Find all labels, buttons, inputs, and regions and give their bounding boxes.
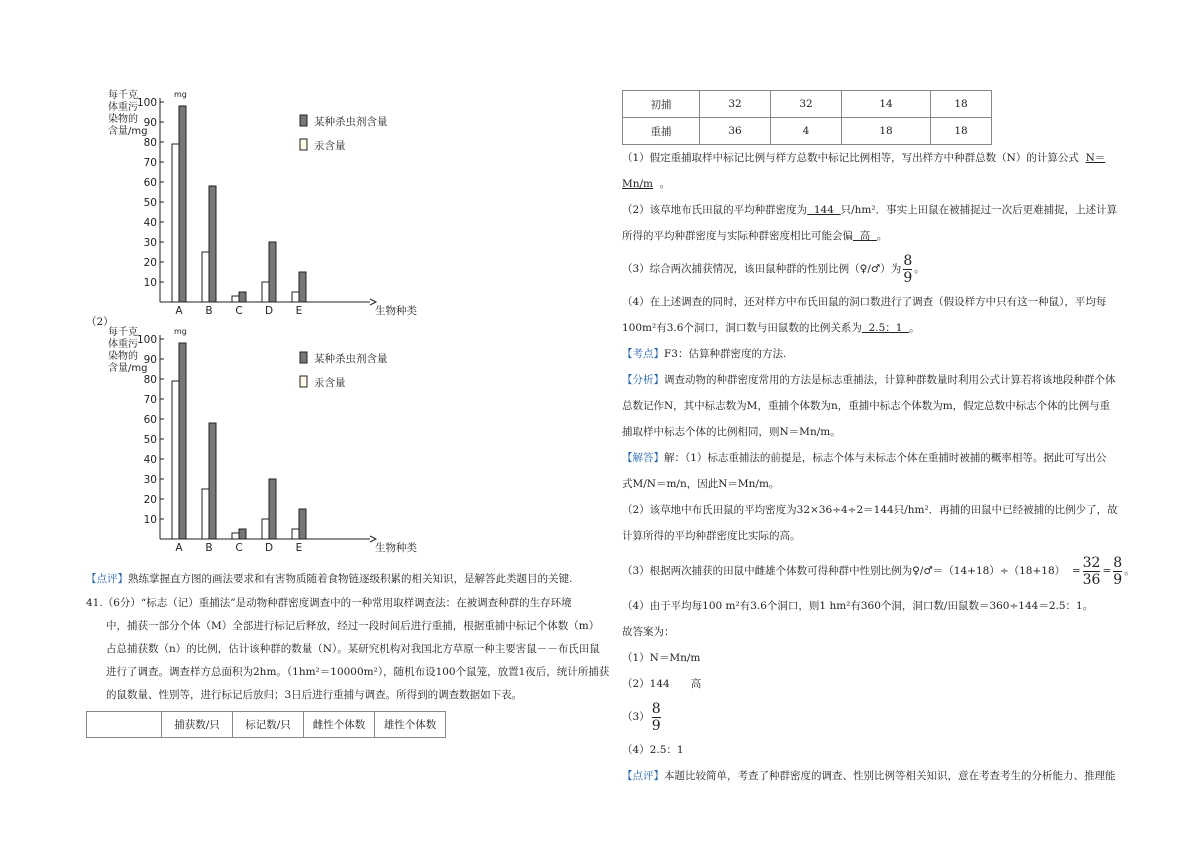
q41-line: 进行了调查。调查样方总面积为2hm。（1hm²＝10000m²），随机布设100个鼠笼，放置1夜后，统计所捕获 <box>106 666 610 678</box>
q2-answer-2 <box>853 230 877 242</box>
right-column <box>622 90 1162 789</box>
jieda3-text: （3）根据两次捕获的田鼠中雌雄个体数可得种群中性别比例为♀/♂＝（14+18）÷（18+18） <box>622 565 1066 577</box>
q1-answer-b: Mn/m <box>622 178 654 190</box>
x-tick-label: D <box>264 542 274 554</box>
legend-swatch-pesticide <box>300 352 307 363</box>
y-tick-label: 50 <box>143 434 157 446</box>
table-cell: 18 <box>842 118 931 145</box>
x-tick-label: C <box>235 305 243 317</box>
x-tick-label: E <box>295 305 303 317</box>
x-tick-label: C <box>235 542 243 554</box>
fenxi-line: 捕取样中标志个体的比例相同，则N＝Mn/m。 <box>622 426 841 438</box>
table-cell: 32 <box>700 91 771 118</box>
fraction-numerator: 8 <box>651 700 661 717</box>
legend-label-mercury: 汞含量 <box>314 377 346 389</box>
answer-2: （2）144 高 <box>622 678 702 690</box>
q4-line-2: 100m²有3.6个洞口，洞口数与田鼠数的比例关系为 2.5：1 。 <box>622 322 920 334</box>
y-tick-label: 80 <box>143 137 157 149</box>
legend-swatch-mercury <box>300 376 307 387</box>
legend-label-mercury: 汞含量 <box>314 140 346 152</box>
data-table-body <box>622 90 992 145</box>
bar-pesticide <box>269 242 276 302</box>
legend-label-pesticide: 某种杀虫剂含量 <box>314 116 388 128</box>
jieda-text: 解：（1）标志重捕法的前提是，标志个体与未标志个体在重捕时被捕的概率相等。据此可写出公 <box>664 452 1107 464</box>
table-cell: 标记数/只 <box>233 712 304 738</box>
x-tick-label: E <box>295 542 303 554</box>
jieda-line: 式M/N＝m/n，因此N＝Mn/m。 <box>622 478 780 490</box>
dianping-line <box>622 763 1162 789</box>
bar-mercury <box>172 381 179 539</box>
table-cell <box>87 712 162 738</box>
chart-2 <box>108 325 417 560</box>
comment-tag: 【点评】 <box>86 573 128 585</box>
bar-pesticide <box>239 292 246 302</box>
bar-mercury <box>232 296 239 302</box>
q2-answer-1 <box>807 204 840 216</box>
table-cell: 18 <box>931 91 992 118</box>
answer-3-label: （3） <box>622 711 650 723</box>
dianping-text: 本题比较简单，考查了种群密度的调查、性别比例等相关知识，意在考查考生的分析能力、推理能 <box>664 770 1116 782</box>
answer-title: 故答案为： <box>622 626 675 638</box>
answer-1: （1）N＝Mn/m <box>622 652 701 664</box>
comment-paragraph <box>86 566 586 592</box>
x-tick-label: A <box>175 542 183 554</box>
comment-text: 熟练掌握直方图的画法要求和有害物质随着食物链逐级积累的相关知识，是解答此类题目的关键. <box>128 573 573 585</box>
chart-1-svg <box>108 88 417 323</box>
bar-mercury <box>262 282 269 302</box>
q2-answer-2-text: 高 <box>859 230 871 242</box>
bar-mercury <box>292 292 299 302</box>
y-axis-label-line: 体重污 <box>108 102 138 113</box>
y-tick-label: 10 <box>143 514 157 526</box>
y-tick-label: 70 <box>143 157 157 169</box>
q1-answer-a: N＝ <box>1085 152 1106 164</box>
q4-text-b: 100m²有3.6个洞口，洞口数与田鼠数的比例关系为 <box>622 322 862 334</box>
table-cell: 捕获数/只 <box>162 712 233 738</box>
q1-text: （1）假定重捕取样中标记比例与样方总数中标记比例相等，写出样方中种群总数（N）的计算公式 <box>622 152 1079 164</box>
q3-line: （3）综合两次捕获情况，该田鼠种群的性别比例（♀/♂）为 $\frac{8}{9}$ 。 <box>622 252 925 286</box>
fenxi-text: 调查动物的种群密度常用的方法是标志重捕法，计算种群数量时利用公式计算若将该地段种群个体 <box>664 374 1116 386</box>
kaodian-line <box>622 341 1162 367</box>
y-tick-label: 20 <box>143 257 157 269</box>
fenxi-tag: 【分析】 <box>622 374 664 386</box>
x-axis-label: 生物种类 <box>375 542 417 554</box>
q1-line-2: Mn/m 。 <box>622 178 671 190</box>
x-tick-label: B <box>205 542 213 554</box>
x-axis-label: 生物种类 <box>375 305 417 317</box>
y-tick-label: 80 <box>143 374 157 386</box>
table-row <box>87 712 446 738</box>
bar-pesticide <box>179 343 186 539</box>
y-tick-label: 50 <box>143 197 157 209</box>
legend-swatch-mercury <box>300 139 307 150</box>
y-tick-label: 100 <box>136 334 157 346</box>
q2-text-b: 只/hm²．事实上田鼠在被捕捉过一次后更难捕捉，上述计算 <box>840 204 1118 216</box>
answer-3 <box>622 697 1162 737</box>
x-tick-label: B <box>205 305 213 317</box>
y-axis-label-line: 染物的 <box>108 351 138 362</box>
q41-line: 的鼠数量、性别等，进行标记后放归；3日后进行重捕与调查。所得到的调查数据如下表。 <box>106 689 523 701</box>
bar-pesticide <box>209 423 216 539</box>
q4-line: （4）在上述调查的同时，还对样方中布氏田鼠的洞口数进行了调查（假设样方中只有这一种鼠），平均每 <box>622 296 1107 308</box>
fenxi-line <box>622 367 1162 393</box>
q2-text-a: （2）该草地布氏田鼠的平均种群密度为 <box>622 204 808 216</box>
y-tick-label: 30 <box>143 474 157 486</box>
table-row <box>623 118 992 145</box>
kaodian-text: F3：估算种群密度的方法. <box>664 348 787 360</box>
y-tick-label: 90 <box>143 117 157 129</box>
bar-mercury <box>292 529 299 539</box>
fraction-numerator: 32 <box>1082 554 1101 571</box>
jieda-line: 计算所得的平均种群密度比实际的高。 <box>622 530 801 542</box>
table-row <box>623 91 992 118</box>
fraction-denominator: 9 <box>903 269 913 286</box>
y-axis-unit: mg <box>174 327 187 336</box>
jieda-tag: 【解答】 <box>622 452 664 464</box>
jieda3-line: （3）根据两次捕获的田鼠中雌雄个体数可得种群中性别比例为♀/♂＝（14+18）÷（18+18） = $\frac{32}{36}$ = $\frac{8}{9}$ 。 <box>622 554 1135 588</box>
y-tick-label: 70 <box>143 394 157 406</box>
bar-mercury <box>172 144 179 302</box>
q4-answer-text: 2.5：1 <box>868 322 903 334</box>
bar-mercury <box>202 489 209 539</box>
q4-answer <box>862 322 909 334</box>
q41-block <box>86 592 610 707</box>
data-table-header <box>86 711 446 738</box>
q2-text-c: 所得的平均种群密度与实际种群密度相比可能会偏 <box>622 230 853 242</box>
left-text <box>86 566 610 738</box>
table-cell: 雄性个体数 <box>375 712 446 738</box>
chart-1 <box>108 88 417 323</box>
q2-line-2: 所得的平均种群密度与实际种群密度相比可能会偏 高 。 <box>622 230 888 242</box>
bar-pesticide <box>269 479 276 539</box>
y-axis-unit: mg <box>174 90 187 99</box>
answer-4: （4）2.5：1 <box>622 744 684 756</box>
table-cell: 雌性个体数 <box>304 712 375 738</box>
table-cell: 36 <box>700 118 771 145</box>
y-tick-label: 30 <box>143 237 157 249</box>
table-cell: 32 <box>771 91 842 118</box>
q2-line <box>622 197 1162 223</box>
q3-fraction <box>903 253 912 286</box>
jieda4-line: （4）由于平均每100 m²有3.6个洞口，则1 hm²有360个洞，洞口数/田鼠数＝360÷144＝2.5：1。 <box>622 600 1094 612</box>
q1-line <box>622 145 1162 171</box>
bar-pesticide <box>239 529 246 539</box>
bar-pesticide <box>209 186 216 302</box>
legend-label-pesticide: 某种杀虫剂含量 <box>314 353 388 365</box>
bar-pesticide <box>299 272 306 302</box>
y-tick-label: 60 <box>143 177 157 189</box>
fraction-denominator: 9 <box>1113 571 1123 588</box>
x-tick-label: D <box>264 305 274 317</box>
jieda3-fraction-2 <box>1113 555 1122 588</box>
chart-2-svg <box>108 325 417 560</box>
q41-line: 中，捕获一部分个体（M）全部进行标记后释放，经过一段时间后进行重捕，根据重捕中标记个体数（m） <box>106 620 600 632</box>
q41-line: 41.（6分）“标志（记）重捕法”是动物种群密度调查中的一种常用取样调查法：在被调查种群的生存环境 <box>86 597 572 609</box>
y-tick-label: 40 <box>143 454 157 466</box>
jieda-line <box>622 445 1162 471</box>
table-cell: 重捕 <box>623 118 700 145</box>
bar-pesticide <box>179 106 186 302</box>
q2-answer-1-text: 144 <box>813 204 834 216</box>
jieda3-fraction-1 <box>1083 555 1101 588</box>
y-axis-label-line: 染物的 <box>108 114 138 125</box>
table-cell: 14 <box>842 91 931 118</box>
y-tick-label: 90 <box>143 354 157 366</box>
jieda-line: （2）该草地中布氏田鼠的平均密度为32×36÷4÷2＝144只/hm²．再捕的田鼠中已经被捕的比例少了，故 <box>622 504 1118 516</box>
table-cell: 初捕 <box>623 91 700 118</box>
y-axis-label-line: 每千克 <box>108 90 138 101</box>
table-cell: 4 <box>771 118 842 145</box>
fraction-denominator: 36 <box>1082 571 1101 588</box>
y-axis-label-line: 体重污 <box>108 339 138 350</box>
table-cell: 18 <box>931 118 992 145</box>
answer-3-fraction <box>652 701 661 734</box>
y-tick-label: 60 <box>143 414 157 426</box>
y-axis-label-line: 含量/mg <box>108 363 148 374</box>
y-axis-label-line: 含量/mg <box>108 126 148 137</box>
bar-mercury <box>262 519 269 539</box>
figure-label: （2） <box>86 316 114 328</box>
q3-text: （3）综合两次捕获情况，该田鼠种群的性别比例（♀/♂）为 <box>622 263 902 275</box>
x-tick-label: A <box>175 305 183 317</box>
y-axis-label-line: 每千克 <box>108 327 138 338</box>
q41-line: 占总捕获数（n）的比例，估计该种群的数量（N）。某研究机构对我国北方草原一种主要害鼠－－布氏田鼠 <box>106 643 600 655</box>
legend-swatch-pesticide <box>300 115 307 126</box>
kaodian-tag: 【考点】 <box>622 348 664 360</box>
bar-mercury <box>202 252 209 302</box>
fraction-denominator: 9 <box>651 717 661 734</box>
fraction-numerator: 8 <box>1113 554 1123 571</box>
y-tick-label: 40 <box>143 217 157 229</box>
y-tick-label: 100 <box>136 97 157 109</box>
fraction-numerator: 8 <box>903 252 913 269</box>
y-tick-label: 20 <box>143 494 157 506</box>
bar-pesticide <box>299 509 306 539</box>
y-tick-label: 10 <box>143 277 157 289</box>
dianping-tag: 【点评】 <box>622 770 664 782</box>
fenxi-line: 总数记作N，其中标志数为M，重捕个体数为n，重捕中标志个体数为m，假定总数中标志个体的比例与重 <box>622 400 1111 412</box>
bar-mercury <box>232 533 239 539</box>
